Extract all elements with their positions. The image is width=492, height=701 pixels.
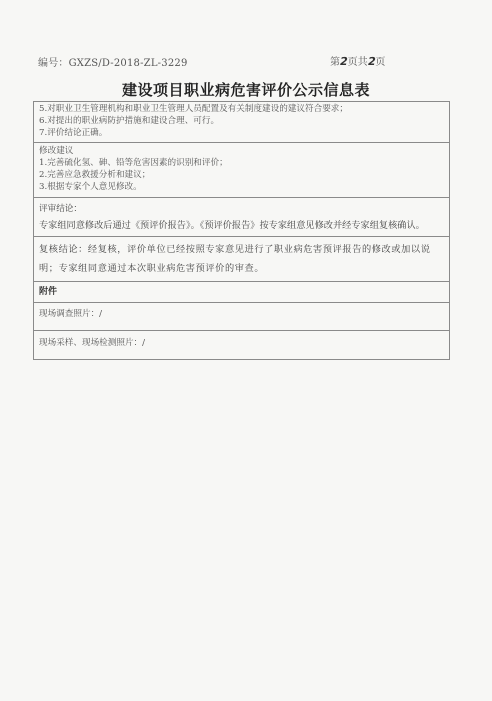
sampling-photos-section (34, 331, 449, 359)
revision-item: 3.根据专家个人意见修改。 (39, 182, 142, 192)
attachment-label: 附件 (39, 287, 58, 297)
page-suffix: 页 (375, 57, 386, 68)
document-number: 编号：GXZS/D-2018-ZL-3229 (38, 58, 188, 69)
info-table (33, 101, 450, 360)
recheck-section (34, 237, 449, 282)
conclusion-item: 7.评价结论正确。 (39, 128, 108, 138)
page-prefix: 第 (330, 57, 340, 68)
attachment-header-section (34, 282, 449, 303)
revision-label: 修改建议 (39, 146, 74, 156)
review-section (34, 198, 449, 237)
revision-section (34, 143, 449, 198)
review-text: 专家组同意修改后通过《预评价报告》。《预评价报告》按专家组意见修改并经专家组复核确认。 (39, 220, 425, 231)
review-label: 评审结论： (39, 204, 82, 214)
conclusion-section (34, 102, 449, 143)
conclusion-item: 5.对职业卫生管理机构和职业卫生管理人员配置及有关制度建设的建议符合要求； (39, 104, 348, 114)
recheck-text: 复核结论：经复核，评价单位已经按照专家意见进行了职业病危害预评报告的修改或加以说明；专家组同意通过本次职业病危害预评价的审查。 (39, 244, 431, 274)
page-counter (330, 53, 385, 68)
revision-item: 1.完善硫化氢、砷、铅等危害因素的识别和评价； (39, 158, 228, 168)
site-photos-section (34, 303, 449, 331)
total-page-number: 2 (366, 55, 377, 68)
sampling-photos-text: 现场采样、现场检测照片：/ (39, 338, 146, 348)
current-page-number: 2 (338, 55, 350, 68)
conclusion-item: 6.对提出的职业病防护措施和建设合理、可行。 (39, 116, 220, 126)
page-middle: 页共 (347, 57, 368, 68)
revision-item: 2.完善应急救援分析和建议； (39, 170, 151, 180)
document-title: 建设项目职业病危害评价公示信息表 (121, 81, 370, 99)
site-photos-text: 现场调查照片：/ (39, 309, 103, 319)
